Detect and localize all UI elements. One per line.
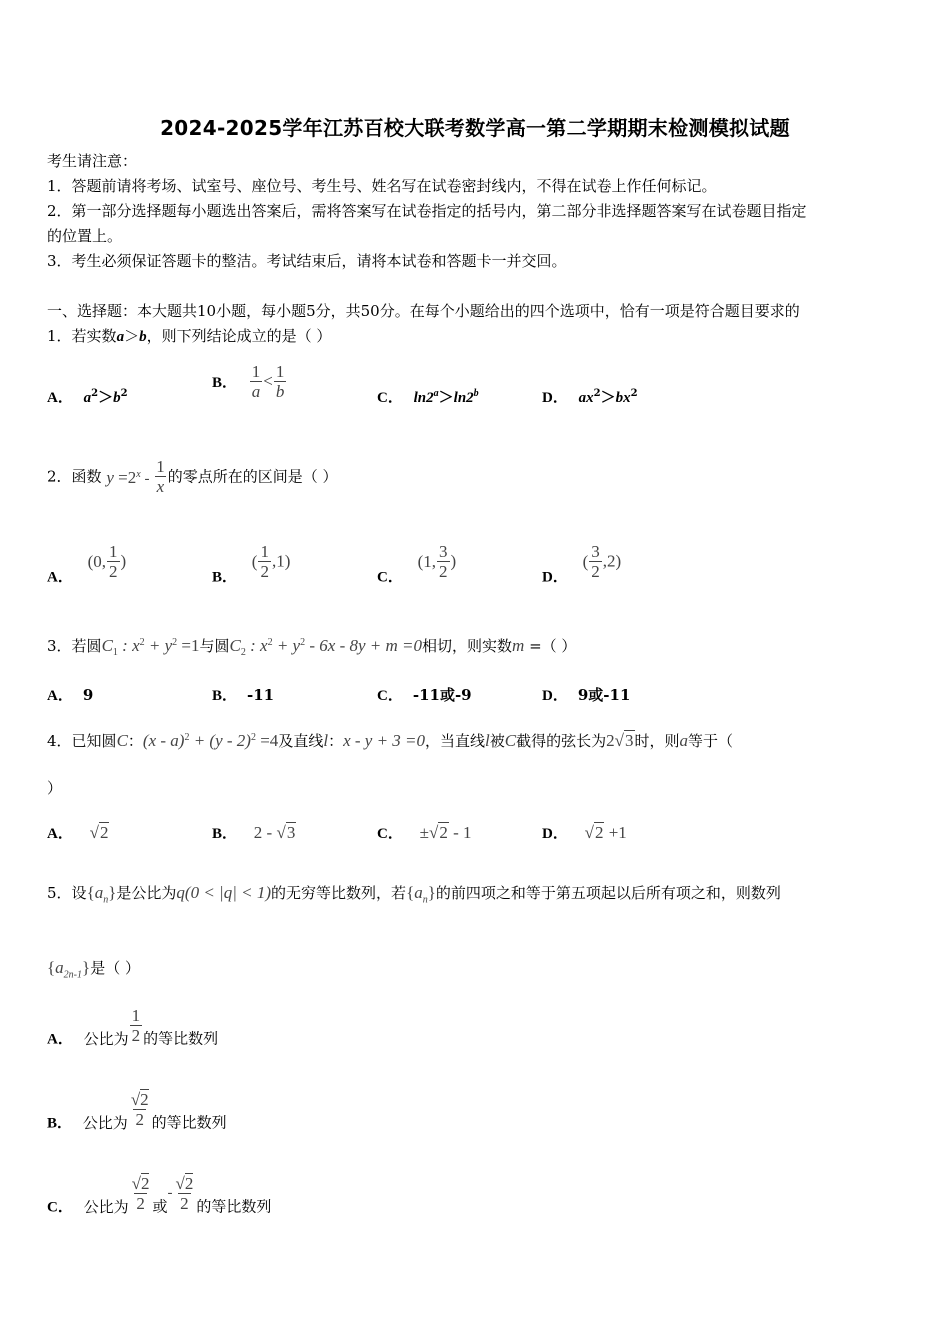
notice-item-2-cont: 的位置上。 (47, 227, 123, 245)
question-3: 3．若圆$C_1$ : $x^2 + y^2 =1$与圆$C_2$ : $x^2 + y^2 - 6x - 8y + m =0$相切，则实数m =（ ） (47, 636, 577, 658)
q2-option-c[interactable]: C． (1, $\frac{3}{2}$ ) (377, 542, 457, 586)
question-number: 1． (47, 327, 72, 345)
q4-option-c[interactable]: C． ±√2 - 1 (377, 823, 472, 842)
question-4-close: ） (47, 779, 63, 797)
q1-option-b[interactable]: B． $\frac{1}{a}$ < $\frac{1}{b}$ (212, 362, 285, 401)
q3-option-a[interactable]: A． 9 (47, 686, 94, 704)
notice-item-3: 3．考生必须保证答题卡的整洁。考试结束后，请将本试卷和答题卡一并交回。 (47, 252, 567, 270)
question-5: 5．设$\{a_n\}$是公比为q(0 < |q| < 1)的无穷等比数列，若$\{a_n\}$的前四项之和等于第五项起以后所有项之和，则数列 (47, 883, 781, 906)
q3-option-b[interactable]: B． -11 (212, 686, 275, 704)
q1-option-d[interactable]: D． $ax^2>bx^2$ (542, 388, 638, 406)
q2-option-d[interactable]: D． ( $\frac{3}{2}$ ,2) (542, 542, 622, 586)
q5-option-a[interactable]: A． 公比为 $\frac{1}{2}$ 的等比数列 (47, 1006, 219, 1048)
page-title: 2024-2025学年江苏百校大联考数学高一第二学期期末检测模拟试题 (160, 116, 790, 140)
question-1: 1．若实数a＞b，则下列结论成立的是（ ） (47, 327, 332, 345)
question-4: 4．已知圆C：(x - a)$^2$ + (y - 2)$^2$ =4及直线l：x - y + 3 =0，当直线l被C截得的弦长为2√3时，则a等于（ (47, 731, 734, 750)
q3-option-d[interactable]: D． 9或-11 (542, 686, 631, 704)
q4-option-a[interactable]: A． √2 (47, 823, 109, 842)
q1-option-a[interactable]: A． $a^2>b^2$ (47, 388, 128, 406)
q4-option-d[interactable]: D． √2 +1 (542, 823, 627, 842)
section-heading: 一、选择题：本大题共10小题，每小题5分，共50分。在每个小题给出的四个选项中，恰有一项是符合题目要求的 (47, 302, 800, 320)
question-5-cont: $\{a_{2n-1}\}$是（ ） (47, 958, 140, 981)
notice-heading: 考生请注意： (47, 152, 138, 170)
q2-option-b[interactable]: B． ( $\frac{1}{2}$ ,1) (212, 542, 291, 586)
question-2: 2．函数 $y =2^x$ - $\frac{1}{x}$ 的零点所在的区间是（ ） (47, 457, 338, 496)
q1-option-c[interactable]: C． $\ln 2^a>\ln 2^b$ (377, 388, 479, 406)
q5-option-c[interactable]: C． 公比为 $\frac{√2}{2}$ 或- $\frac{√2}{2}$ 的等比数列 (47, 1174, 272, 1216)
q4-option-b[interactable]: B． 2 - √3 (212, 823, 296, 842)
q2-option-a[interactable]: A． (0, $\frac{1}{2}$ ) (47, 542, 127, 586)
q3-option-c[interactable]: C． -11或-9 (377, 686, 472, 704)
notice-item-2: 2．第一部分选择题每小题选出答案后，需将答案写在试卷指定的括号内，第二部分非选择题答案写在试卷题目指定 (47, 202, 807, 220)
q5-option-b[interactable]: B． 公比为 $\frac{√2}{2}$ 的等比数列 (47, 1090, 227, 1132)
notice-item-1: 1．答题前请将考场、试室号、座位号、考生号、姓名写在试卷密封线内，不得在试卷上作任何标记。 (47, 177, 717, 195)
